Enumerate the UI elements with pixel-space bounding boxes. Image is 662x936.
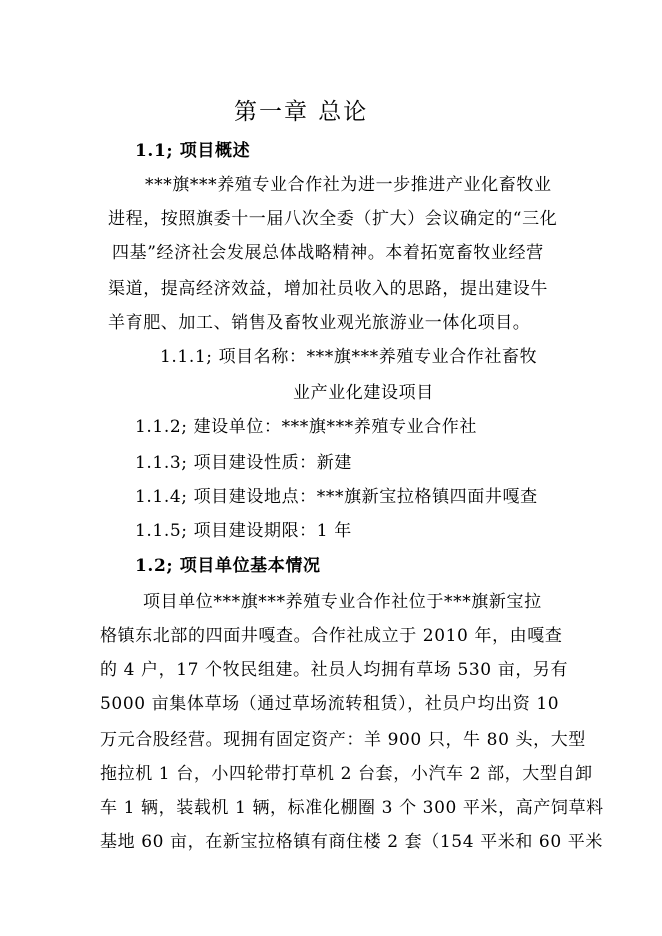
- paragraph-line: 渠道，提高经济效益，增加社员收入的思路，提出建设牛: [108, 279, 548, 299]
- paragraph-line: ***旗***养殖专业合作社为进一步推进产业化畜牧业: [145, 175, 552, 195]
- section-heading-1-2: 1.2; 项目单位基本情况: [135, 556, 321, 576]
- paragraph-line: 5000 亩集体草场（通过草场流转租赁），社员户均出资 10: [100, 694, 560, 714]
- chapter-title: 第一章 总论: [234, 99, 369, 125]
- paragraph-line: 拖拉机 1 台，小四轮带打草机 2 台套，小汽车 2 部，大型自卸: [100, 764, 593, 784]
- item-project-name-continued: 业产业化建设项目: [293, 383, 434, 403]
- item-construction-nature: 1.1.3; 项目建设性质：新建: [135, 453, 352, 473]
- paragraph-line: 羊育肥、加工、销售及畜牧业观光旅游业一体化项目。: [108, 313, 531, 333]
- paragraph-line: 的 4 户，17 个牧民组建。社员人均拥有草场 530 亩，另有: [100, 660, 569, 680]
- paragraph-line: 格镇东北部的四面井嘎查。合作社成立于 2010 年，由嘎查: [100, 626, 563, 646]
- item-project-name: 1.1.1; 项目名称：***旗***养殖专业合作社畜牧: [160, 347, 538, 367]
- section-heading-1-1: 1.1; 项目概述: [135, 141, 251, 161]
- paragraph-line: 车 1 辆，装载机 1 辆，标准化棚圈 3 个 300 平米，高产饲草料: [100, 798, 604, 818]
- item-construction-unit: 1.1.2; 建设单位：***旗***养殖专业合作社: [135, 417, 477, 437]
- paragraph-line: 万元合股经营。现拥有固定资产：羊 900 只，牛 80 头，大型: [100, 730, 586, 750]
- paragraph-line: 项目单位***旗***养殖专业合作社位于***旗新宝拉: [143, 592, 542, 612]
- paragraph-line: 进程，按照旗委十一届八次全委（扩大）会议确定的“三化: [108, 209, 558, 229]
- paragraph-line: 四基”经济社会发展总体战略精神。本着拓宽畜牧业经营: [112, 243, 544, 263]
- item-construction-period: 1.1.5; 项目建设期限：1 年: [135, 521, 352, 541]
- item-construction-location: 1.1.4; 项目建设地点：***旗新宝拉格镇四面井嘎查: [135, 487, 538, 507]
- paragraph-line: 基地 60 亩，在新宝拉格镇有商住楼 2 套（154 平米和 60 平米: [100, 832, 603, 852]
